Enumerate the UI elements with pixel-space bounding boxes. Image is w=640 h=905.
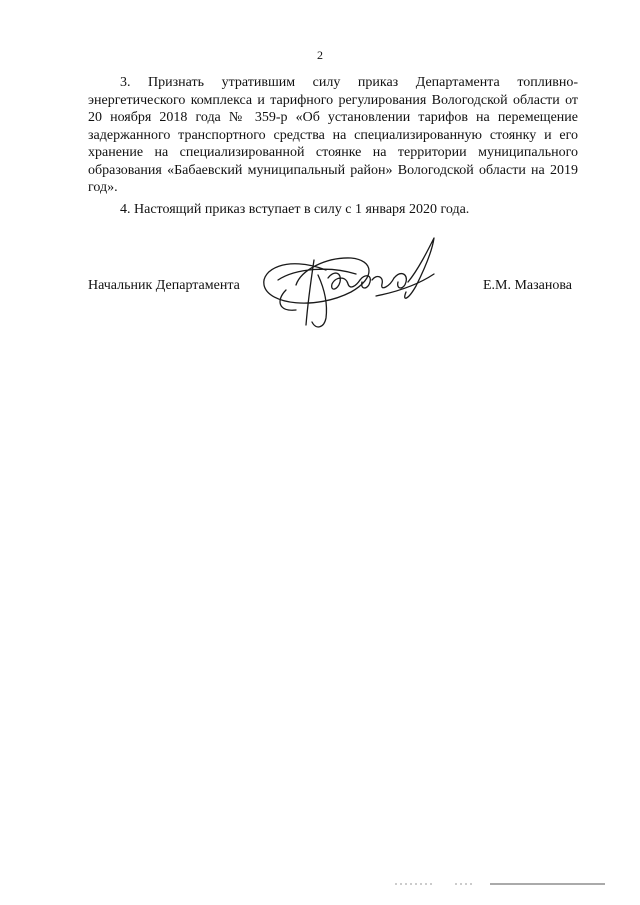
signatory-name: Е.М. Мазанова [482, 278, 572, 293]
paragraph-3: 3. Признать утратившим силу приказ Департамента топливно-энергетического комплекса и тарифного регулирования Вологодской области от 20 ноября 2018 года № 359-р «Об установлении тарифов на перемещение задержанного транспортного средства на специализированную стоянку и его хранение на специализированной стоянке на территории муниципального образования «Бабаевский муниципальный район» Вологодской области на 2019 год». [88, 75, 578, 195]
footer-rule [395, 881, 605, 887]
signatory-position: Начальник Департамента [88, 278, 240, 293]
paragraph-4: 4. Настоящий приказ вступает в силу с 1 января 2020 года. [120, 201, 470, 217]
page-number: 2 [317, 48, 323, 62]
handwritten-signature-icon [256, 230, 446, 340]
document-body [88, 74, 578, 218]
signature-block [88, 230, 578, 340]
